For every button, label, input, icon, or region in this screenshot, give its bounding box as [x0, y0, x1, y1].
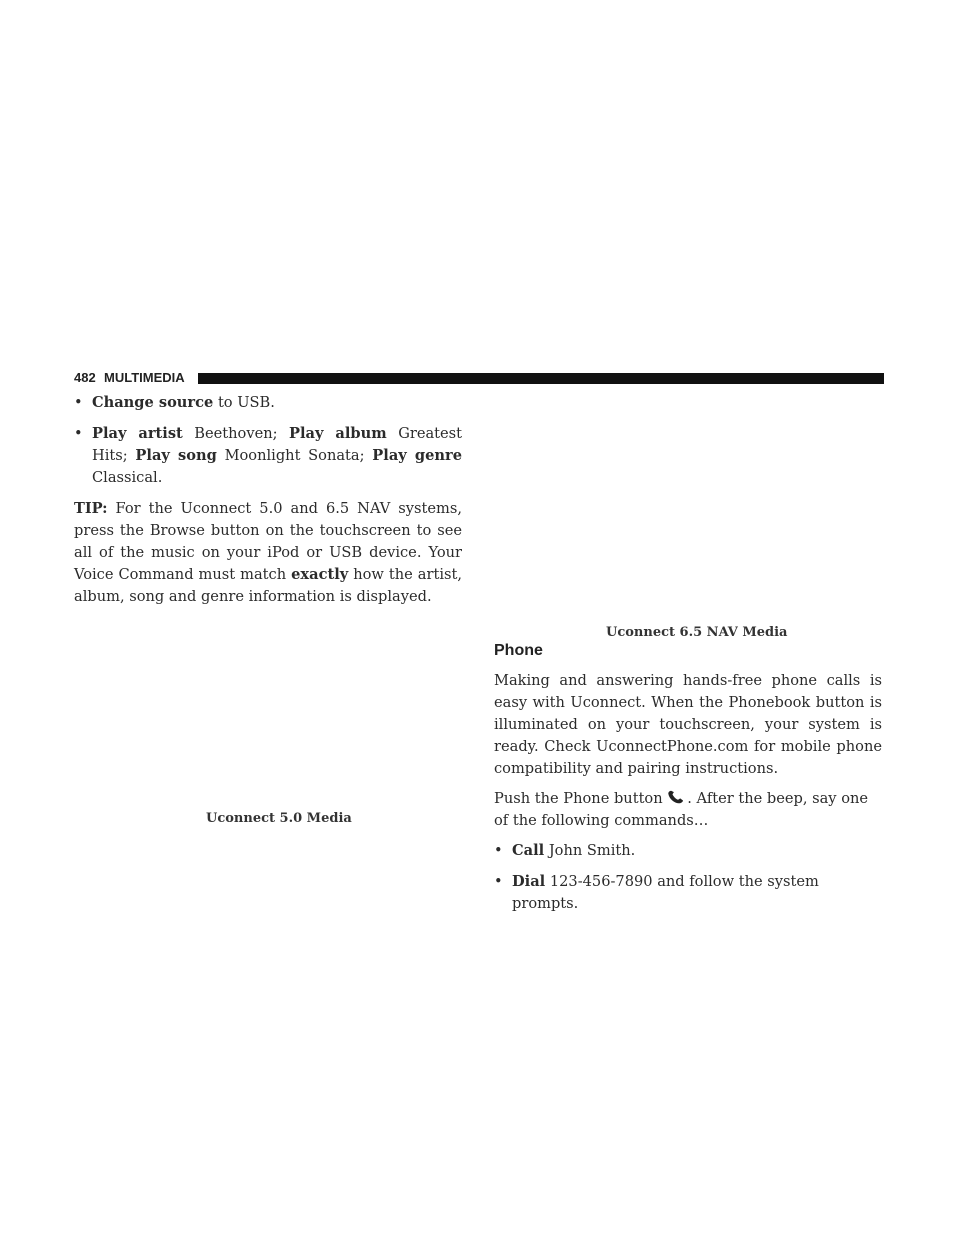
command-text: John Smith. — [548, 842, 636, 859]
list-item — [74, 423, 462, 489]
page-header — [74, 370, 884, 386]
command-keyword: Dial — [512, 873, 546, 890]
section-heading: Phone — [494, 642, 543, 659]
list-item — [494, 871, 882, 915]
bullet-dot: • — [74, 394, 83, 411]
tip-text: For the Uconnect 5.0 and 6.5 NAV systems, press the Browse button on the touchscreen to see all of the music on your iPod or USB device. Your Voice Command must match — [74, 500, 462, 583]
command-text: 123-456-7890 and follow the system prompts. — [512, 873, 819, 912]
figure-caption: Uconnect 6.5 NAV Media — [606, 625, 788, 640]
list-item — [74, 392, 462, 414]
command-keyword: Play artist — [92, 425, 183, 442]
tip-label: TIP: — [74, 500, 108, 517]
list-item — [494, 840, 882, 862]
left-column — [74, 392, 462, 608]
page-number: 482 — [74, 370, 96, 385]
command-text: Beethoven; — [194, 425, 278, 442]
bullet-dot: • — [494, 842, 503, 859]
tip-emphasis: exactly — [291, 566, 349, 583]
command-text: Greatest Hits; — [92, 425, 463, 464]
bullet-dot: • — [74, 425, 83, 442]
bullet-dot: • — [494, 873, 503, 890]
body-text: Push the Phone button — [494, 790, 663, 807]
body-text: . After the beep, say one of the following commands… — [494, 790, 869, 829]
body-paragraph: Making and answering hands-free phone calls is easy with Uconnect. When the Phonebook button is illuminated on your touchscreen, your system is ready. Check UconnectPhone.com for mobile phone compatibility and pairing instructions. — [494, 672, 882, 777]
tip-paragraph — [74, 498, 462, 608]
command-keyword: Call — [512, 842, 545, 859]
phone-icon — [667, 790, 685, 804]
tip-text: how the artist, album, song and genre information is displayed. — [74, 566, 463, 605]
header-rule — [198, 373, 884, 384]
command-keyword: Play song — [135, 447, 217, 464]
body-paragraph — [494, 788, 882, 832]
section-title: MULTIMEDIA — [104, 370, 185, 385]
figure-caption: Uconnect 5.0 Media — [206, 811, 352, 826]
command-text: Moonlight Sonata; — [224, 447, 365, 464]
right-column — [494, 640, 882, 924]
command-text: Classical. — [92, 469, 163, 486]
command-keyword: Play album — [289, 425, 387, 442]
command-text: to USB. — [217, 394, 275, 411]
command-keyword: Play genre — [372, 447, 463, 464]
command-keyword: Change source — [92, 394, 214, 411]
